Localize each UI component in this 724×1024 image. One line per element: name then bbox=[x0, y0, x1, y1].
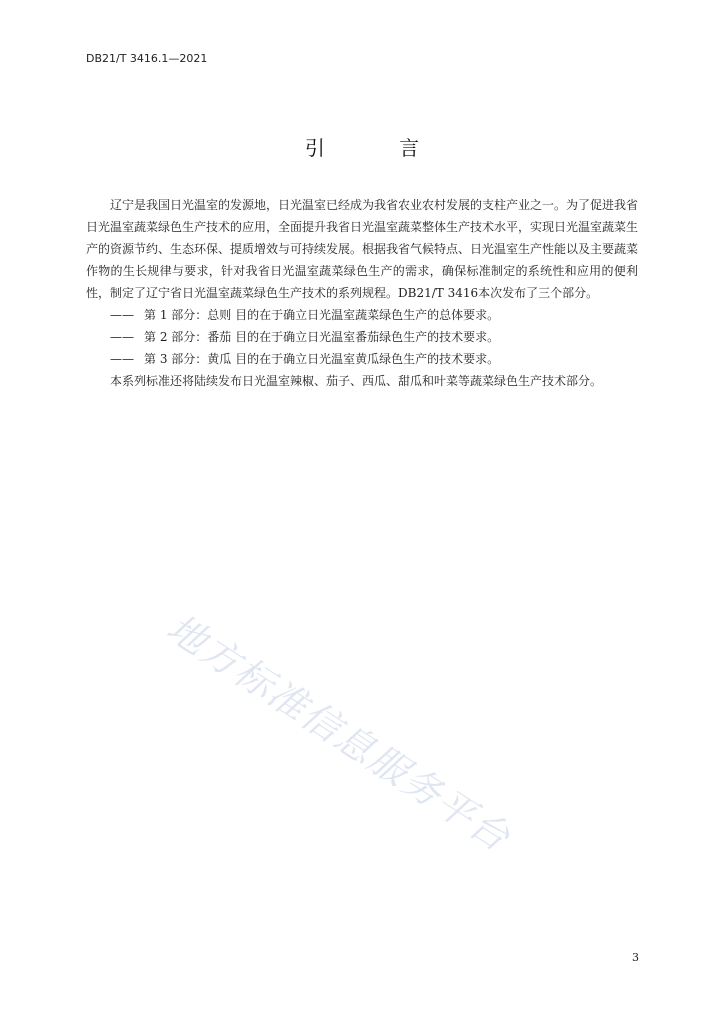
intro-paragraph: 辽宁是我国日光温室的发源地，日光温室已经成为我省农业农村发展的支柱产业之一。为了促进我省日光温室蔬菜绿色生产技术的应用，全面提升我省日光温室蔬菜整体生产技术水平，实现日光温室蔬菜生产的资源节约、生态环保、提质增效与可持续发展。根据我省气候特点、日光温室生产性能以及主要蔬菜作物的生长规律与要求，针对我省日光温室蔬菜绿色生产的需求，确保标准制定的系统性和应用的便利性，制定了辽宁省日光温室蔬菜绿色生产技术的系列规程。DB21/T 3416本次发布了三个部分。 bbox=[86, 198, 639, 300]
list-item bbox=[86, 326, 638, 348]
page-title: 引 言 bbox=[304, 136, 454, 160]
list-item-text: 第 2 部分：番茄 目的在于确立日光温室番茄绿色生产的技术要求。 bbox=[144, 330, 500, 344]
page-number: 3 bbox=[632, 951, 639, 964]
list-item-text: 第 1 部分：总则 目的在于确立日光温室蔬菜绿色生产的总体要求。 bbox=[144, 308, 500, 322]
list-dash: —— bbox=[110, 352, 134, 366]
standard-code-header: DB21/T 3416.1—2021 bbox=[86, 52, 208, 65]
list-item bbox=[86, 348, 638, 370]
list-item bbox=[86, 304, 638, 326]
closing-paragraph: 本系列标准还将陆续发布日光温室辣椒、茄子、西瓜、甜瓜和叶菜等蔬菜绿色生产技术部分。 bbox=[110, 374, 603, 388]
list-dash: —— bbox=[110, 308, 134, 322]
list-dash: —— bbox=[110, 330, 134, 344]
watermark: 地方标准信息服务平台 bbox=[159, 605, 519, 861]
list-item-text: 第 3 部分：黄瓜 目的在于确立日光温室黄瓜绿色生产的技术要求。 bbox=[144, 352, 500, 366]
document-body bbox=[86, 194, 638, 392]
